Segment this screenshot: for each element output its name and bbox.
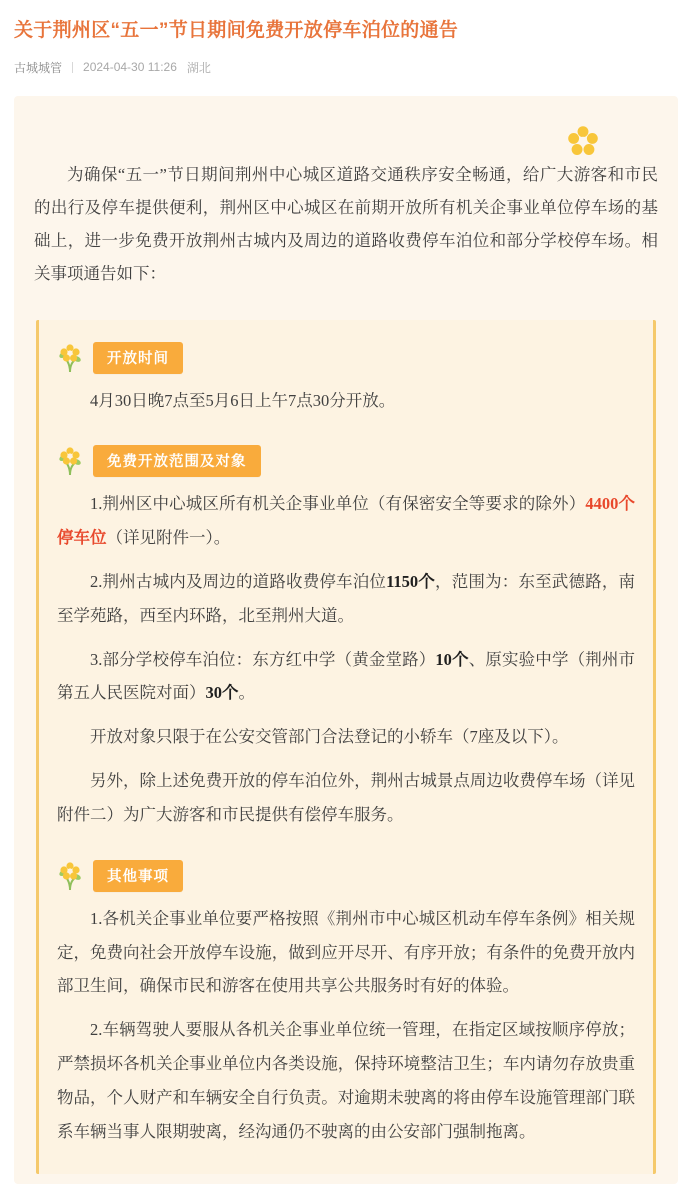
- other-item-2: 2.车辆驾驶人要服从各机关企事业单位统一管理，在指定区域按顺序停放；严禁损坏各机关企事业单位内各类设施，保持环境整洁卫生；车内请勿存放贵重物品，个人财产和车辆安全自行负责。对逾期未驶离的将由停车设施管理部门联系车辆当事人限期驶离，经沟通仍不驶离的由公安部门强制拖离。: [57, 1020, 635, 1141]
- meta-divider: [72, 62, 73, 73]
- scope-item-3-tail: 。: [238, 683, 255, 703]
- scope-item-3-highlight-1: 10个: [435, 649, 469, 669]
- section-heading-other: [57, 860, 641, 892]
- flower-sprig-icon: [57, 861, 83, 891]
- scope-item-1: [57, 487, 635, 555]
- section-badge-scope: 免费开放范围及对象: [93, 445, 261, 477]
- scope-item-1-text: 1.荆州区中心城区所有机关企事业单位（有保密安全等要求的除外）: [90, 494, 586, 514]
- scope-item-3: [57, 643, 635, 711]
- scope-item-2: [57, 565, 635, 633]
- article-header: [0, 0, 692, 90]
- section-badge-opening-time: 开放时间: [93, 342, 183, 374]
- scope-item-1-tail: （详见附件一）。: [106, 528, 231, 548]
- other-item-1: 1.各机关企事业单位要严格按照《荆州市中心城区机动车停车条例》相关规定，免费向社会开放停车设施，做到应开尽开、有序开放；有条件的免费开放内部卫生间，确保市民和游客在使用共享公共服务时有好的体验。: [57, 908, 635, 996]
- author-name: 古城城管: [14, 60, 63, 75]
- flower-sprig-icon: [57, 446, 83, 476]
- scope-item-2-text: 2.荆州古城内及周边的道路收费停车泊位: [90, 572, 387, 592]
- scope-item-2-tail: ，范围为：东至武德路，南至学苑路，西至内环路，北至荆州大道。: [57, 572, 636, 625]
- opening-time-text: 4月30日晚7点至5月6日上午7点30分开放。: [90, 390, 396, 410]
- article-meta: [14, 59, 678, 90]
- section-heading-opening-time: [57, 342, 641, 374]
- flower-sprig-icon: [57, 343, 83, 373]
- section-heading-scope: [57, 445, 641, 477]
- intro-paragraph: 为确保“五一”节日期间荆州中心城区道路交通秩序安全畅通，给广大游客和市民的出行及停车提供便利，荆州区中心城区在前期开放所有机关企事业单位停车场的基础上，进一步免费开放荆州古城内及周边的道路收费停车泊位和部分学校停车场。相关事项通告如下：: [34, 164, 658, 283]
- scope-item-1-highlight: 4400个停车位: [57, 494, 636, 548]
- article-body-card: [14, 96, 678, 1185]
- section-badge-other: 其他事项: [93, 860, 183, 892]
- scope-paid-parking-note: 另外，除上述免费开放的停车泊位外，荆州古城景点周边收费停车场（详见附件二）为广大游客和市民提供有偿停车服务。: [57, 771, 635, 824]
- notice-inner-card: [36, 320, 656, 1175]
- scope-item-3-text: 3.部分学校停车泊位：东方红中学（黄金堂路）: [90, 649, 436, 669]
- publish-location: 湖北: [186, 60, 211, 75]
- scope-item-3-highlight-2: 30个: [205, 683, 239, 703]
- publish-timestamp: 2024-04-30 11:26: [83, 60, 177, 75]
- scope-item-3-mid: 、原实验中学（荆州市第五人民医院对面）: [57, 649, 636, 703]
- page-title: 关于荆州区“五一”节日期间免费开放停车泊位的通告: [14, 20, 459, 41]
- scope-item-2-highlight: 1150个: [386, 572, 436, 592]
- scope-eligible-vehicles: 开放对象只限于在公安交管部门合法登记的小轿车（7座及以下）。: [90, 727, 569, 747]
- flower-icon: [566, 124, 600, 158]
